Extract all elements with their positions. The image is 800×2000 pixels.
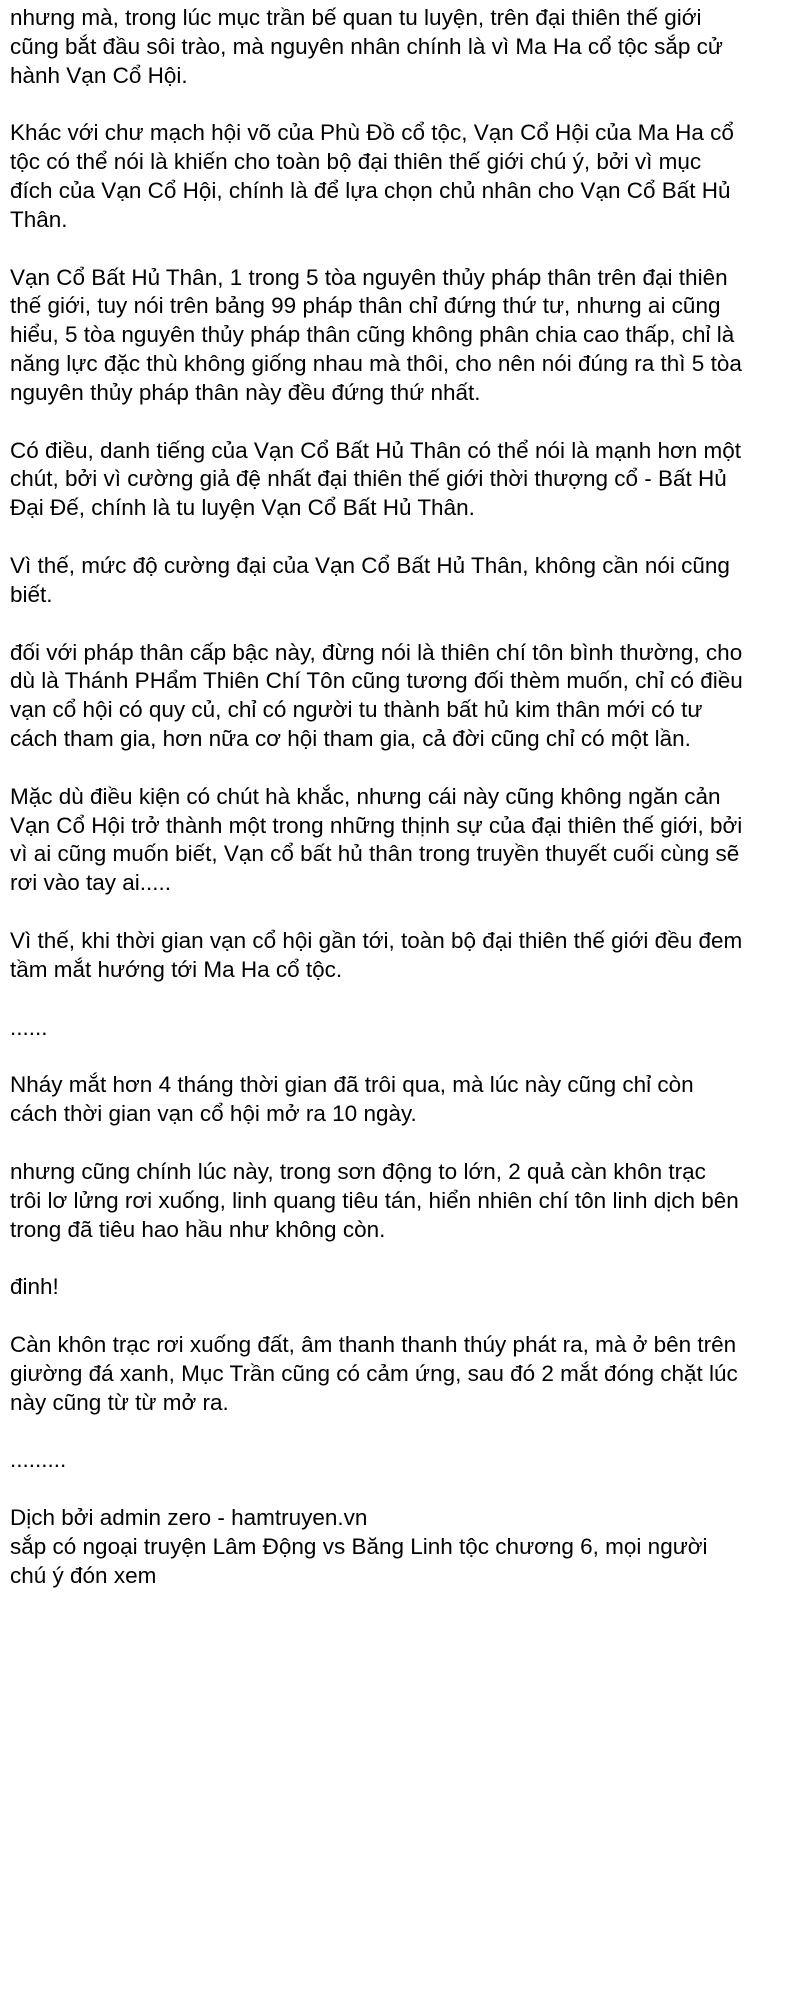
paragraph: Càn khôn trạc rơi xuống đất, âm thanh thanh thúy phát ra, mà ở bên trên giường đá xanh, Mục Trần cũng có cảm ứng, sau đó 2 mắt đóng chặt lúc này cũng từ từ mở ra.: [10, 1332, 738, 1415]
paragraph: Vì thế, mức độ cường đại của Vạn Cổ Bất Hủ Thân, không cần nói cũng biết.: [10, 552, 730, 607]
separator-dots: ......: [10, 1014, 48, 1040]
paragraph: đối với pháp thân cấp bậc này, đừng nói là thiên chí tôn bình thường, cho dù là Thánh PHẩm Thiên Chí Tôn cũng tương đối thèm muốn, chỉ có điều vạn cổ hội có quy củ, chỉ có người tu thành bất hủ kim thân mới có tư cách tham gia, hơn nữa cơ hội tham gia, cả đời cũng chỉ có một lần.: [10, 639, 743, 751]
paragraph: nhưng cũng chính lúc này, trong sơn động to lớn, 2 quả càn khôn trạc trôi lơ lửng rơi xuống, linh quang tiêu tán, hiển nhiên chí tôn linh dịch bên trong đã tiêu hao hầu như không còn.: [10, 1158, 739, 1242]
paragraph: Mặc dù điều kiện có chút hà khắc, nhưng cái này cũng không ngăn cản Vạn Cổ Hội trở thành một trong những thịnh sự của đại thiên thế giới, bởi vì ai cũng muốn biết, Vạn cổ bất hủ thân trong truyền thuyết cuối cùng sẽ rơi vào tay ai.....: [10, 783, 743, 896]
paragraph: Nháy mắt hơn 4 tháng thời gian đã trôi qua, mà lúc này cũng chỉ còn cách thời gian vạn cổ hội mở ra 10 ngày.: [10, 1072, 694, 1127]
separator-dots: .........: [10, 1447, 67, 1473]
translator-note: Dịch bởi admin zero - hamtruyen.vn sắp có ngoại truyện Lâm Động vs Băng Linh tộc chương 6, mọi người chú ý đón xem: [10, 1505, 708, 1588]
paragraph: Vì thế, khi thời gian vạn cổ hội gần tới, toàn bộ đại thiên thế giới đều đem tầm mắt hướng tới Ma Ha cổ tộc.: [10, 927, 743, 982]
paragraph: Có điều, danh tiếng của Vạn Cổ Bất Hủ Thân có thể nói là mạnh hơn một chút, bởi vì cường giả đệ nhất đại thiên thế giới thời thượng cổ - Bất Hủ Đại Đế, chính là tu luyện Vạn Cổ Bất Hủ Thân.: [10, 437, 742, 521]
paragraph: Khác với chư mạch hội võ của Phù Đồ cổ tộc, Vạn Cổ Hội của Ma Ha cổ tộc có thể nói là khiến cho toàn bộ đại thiên thế giới chú ý, bởi vì mục đích của Vạn Cổ Hội, chính là để lựa chọn chủ nhân cho Vạn Cổ Bất Hủ Thân.: [10, 120, 734, 232]
paragraph: đinh!: [10, 1274, 59, 1300]
paragraph: Vạn Cổ Bất Hủ Thân, 1 trong 5 tòa nguyên thủy pháp thân trên đại thiên thế giới, tuy nói trên bảng 99 pháp thân chỉ đứng thứ tư, nhưng ai cũng hiểu, 5 tòa nguyên thủy pháp thân cũng không phân chia cao thấp, chỉ là năng lực đặc thù không giống nhau mà thôi, cho nên nói đúng ra thì 5 tòa nguyên thủy pháp thân này đều đứng thứ nhất.: [10, 264, 742, 405]
paragraph: nhưng mà, trong lúc mục trần bế quan tu luyện, trên đại thiên thế giới cũng bắt đầu sôi trào, mà nguyên nhân chính là vì Ma Ha cổ tộc sắp cử hành Vạn Cổ Hội.: [10, 5, 723, 88]
